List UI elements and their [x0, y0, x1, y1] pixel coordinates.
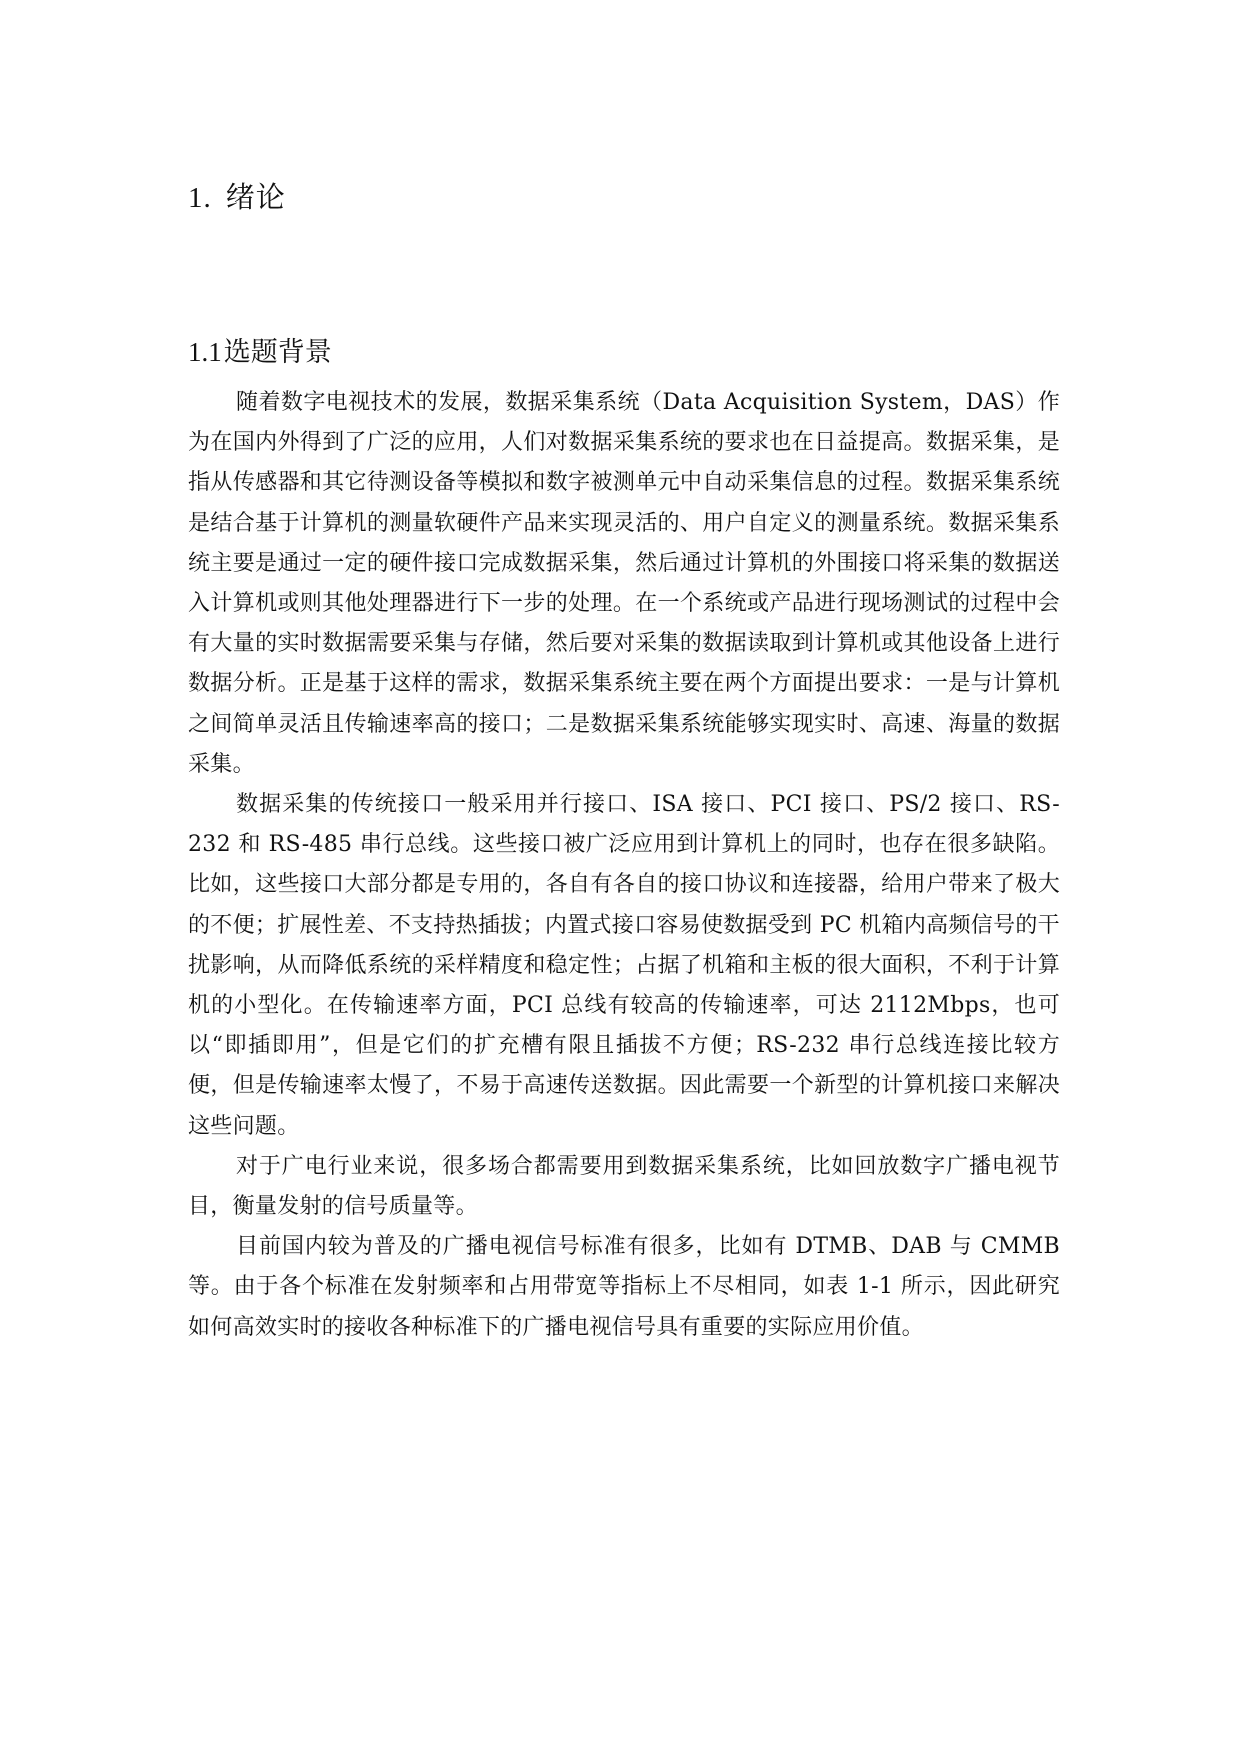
paragraph: 对于广电行业来说，很多场合都需要用到数据采集系统，比如回放数字广播电视节目，衡量发射的信号质量等。	[188, 1153, 1060, 1220]
paragraph: 数据采集的传统接口一般采用并行接口、ISA 接口、PCI 接口、PS/2 接口、RS-232 和 RS-485 串行总线。这些接口被广泛应用到计算机上的同时，也存在很多缺陷。比如，这些接口大部分都是专用的，各自有各自的接口协议和连接器，给用户带来了极大的不便；扩展性差、不支持热插拔；内置式接口容易使数据受到 PC 机箱内高频信号的干扰影响，从而降低系统的采样精度和稳定性；占据了机箱和主板的很大面积，不利于计算机的小型化。在传输速率方面，PCI 总线有较高的传输速率，可达 2112Mbps，也可以“即插即用”，但是它们的扩充槽有限且插拔不方便；RS-232 串行总线连接比较方便，但是传输速率太慢了，不易于高速传送数据。因此需要一个新型的计算机接口来解决这些问题。	[188, 792, 1060, 1139]
paragraph: 目前国内较为普及的广播电视信号标准有很多，比如有 DTMB、DAB 与 CMMB 等。由于各个标准在发射频率和占用带宽等指标上不尽相同，如表 1-1 所示，因此研究如何高效实时的接收各种标准下的广播电视信号具有重要的实际应用价值。	[188, 1234, 1060, 1340]
section-number: 1.1	[188, 337, 222, 367]
chapter-title: 绪论	[225, 180, 286, 214]
chapter-number: 1.	[188, 182, 212, 214]
chapter-heading	[188, 175, 286, 216]
body-text	[188, 383, 1060, 1348]
section-title: 选题背景	[223, 337, 332, 368]
section-heading	[188, 330, 332, 369]
paragraph: 随着数字电视技术的发展，数据采集系统（Data Acquisition System，DAS）作为在国内外得到了广泛的应用，人们对数据采集系统的要求也在日益提高。数据采集，是指从传感器和其它待测设备等模拟和数字被测单元中自动采集信息的过程。数据采集系统是结合基于计算机的测量软硬件产品来实现灵活的、用户自定义的测量系统。数据采集系统主要是通过一定的硬件接口完成数据采集，然后通过计算机的外围接口将采集的数据送入计算机或则其他处理器进行下一步的处理。在一个系统或产品进行现场测试的过程中会有大量的实时数据需要采集与存储，然后要对采集的数据读取到计算机或其他设备上进行数据分析。正是基于这样的需求，数据采集系统主要在两个方面提出要求：一是与计算机之间简单灵活且传输速率高的接口；二是数据采集系统能够实现实时、高速、海量的数据采集。	[188, 390, 1060, 777]
